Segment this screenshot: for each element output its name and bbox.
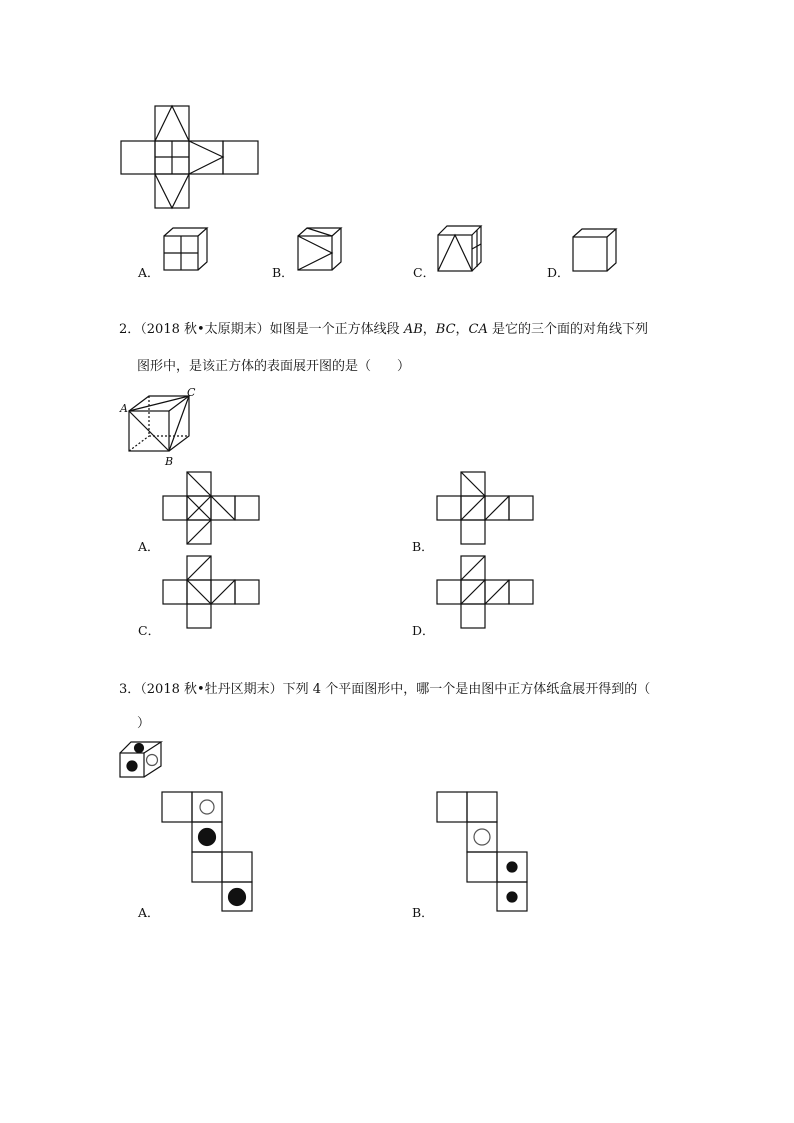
q2-vertex-a-label: A [120,402,128,415]
q2-option-a-label[interactable]: A． [138,539,160,554]
q3-option-a-net[interactable] [161,791,253,913]
q2-seg-ca: CA [468,322,488,337]
q1-option-a-label[interactable]: A． [138,265,160,280]
q2-source: （2018 秋•太原期末） [140,322,270,337]
q2-vertex-c-label: C [187,386,196,399]
q2-sep2: ， [455,322,469,337]
q3-option-a-label[interactable]: A． [138,905,160,920]
q2-text-b: 是它的三个面的对角线下列 [487,322,649,337]
q3-number: 3． [119,682,141,697]
q1-option-a-cube[interactable] [163,227,213,273]
q3-source: （2018 秋•牡丹区期末） [140,682,283,697]
q1-cube-net [0,0,794,300]
q3-text: 下列 4 个平面图形中，哪一个是由图中正方体纸盒展开得到的（ [282,682,651,697]
q1-option-d-label[interactable]: D． [547,265,570,280]
q2-stem-line2: 图形中，是该正方体的表面展开图的是（ ） [137,359,411,374]
q3-option-b-label[interactable]: B． [412,905,434,920]
q3-cube-figure [119,741,163,779]
q2-option-a-net[interactable] [162,471,260,546]
q3-option-b-net[interactable] [436,791,528,913]
q3-stem-line2: ） [137,716,151,731]
q2-option-c-net[interactable] [162,555,260,630]
q2-option-d-label[interactable]: D． [412,623,435,638]
q2-option-b-label[interactable]: B． [412,539,434,554]
q1-option-c-cube[interactable] [437,225,487,273]
q2-seg-ab: AB [403,322,423,337]
q2-number: 2． [119,322,141,337]
q2-text-a: 如图是一个正方体线段 [269,322,404,337]
q2-option-b-net[interactable] [436,471,534,546]
q1-option-b-cube[interactable] [297,227,347,273]
q2-seg-bc: BC [435,322,456,337]
q2-sep1: ， [422,322,436,337]
q3-stem-line1 [119,683,650,696]
q2-cube-figure [128,393,198,455]
q2-option-d-net[interactable] [436,555,534,630]
q1-option-b-label[interactable]: B． [272,265,294,280]
q2-vertex-b-label: B [165,455,174,468]
q2-option-c-label[interactable]: C． [138,623,161,638]
q2-stem-line1 [119,323,648,336]
q1-option-d-cube[interactable] [572,228,622,274]
q1-option-c-label[interactable]: C． [413,265,436,280]
